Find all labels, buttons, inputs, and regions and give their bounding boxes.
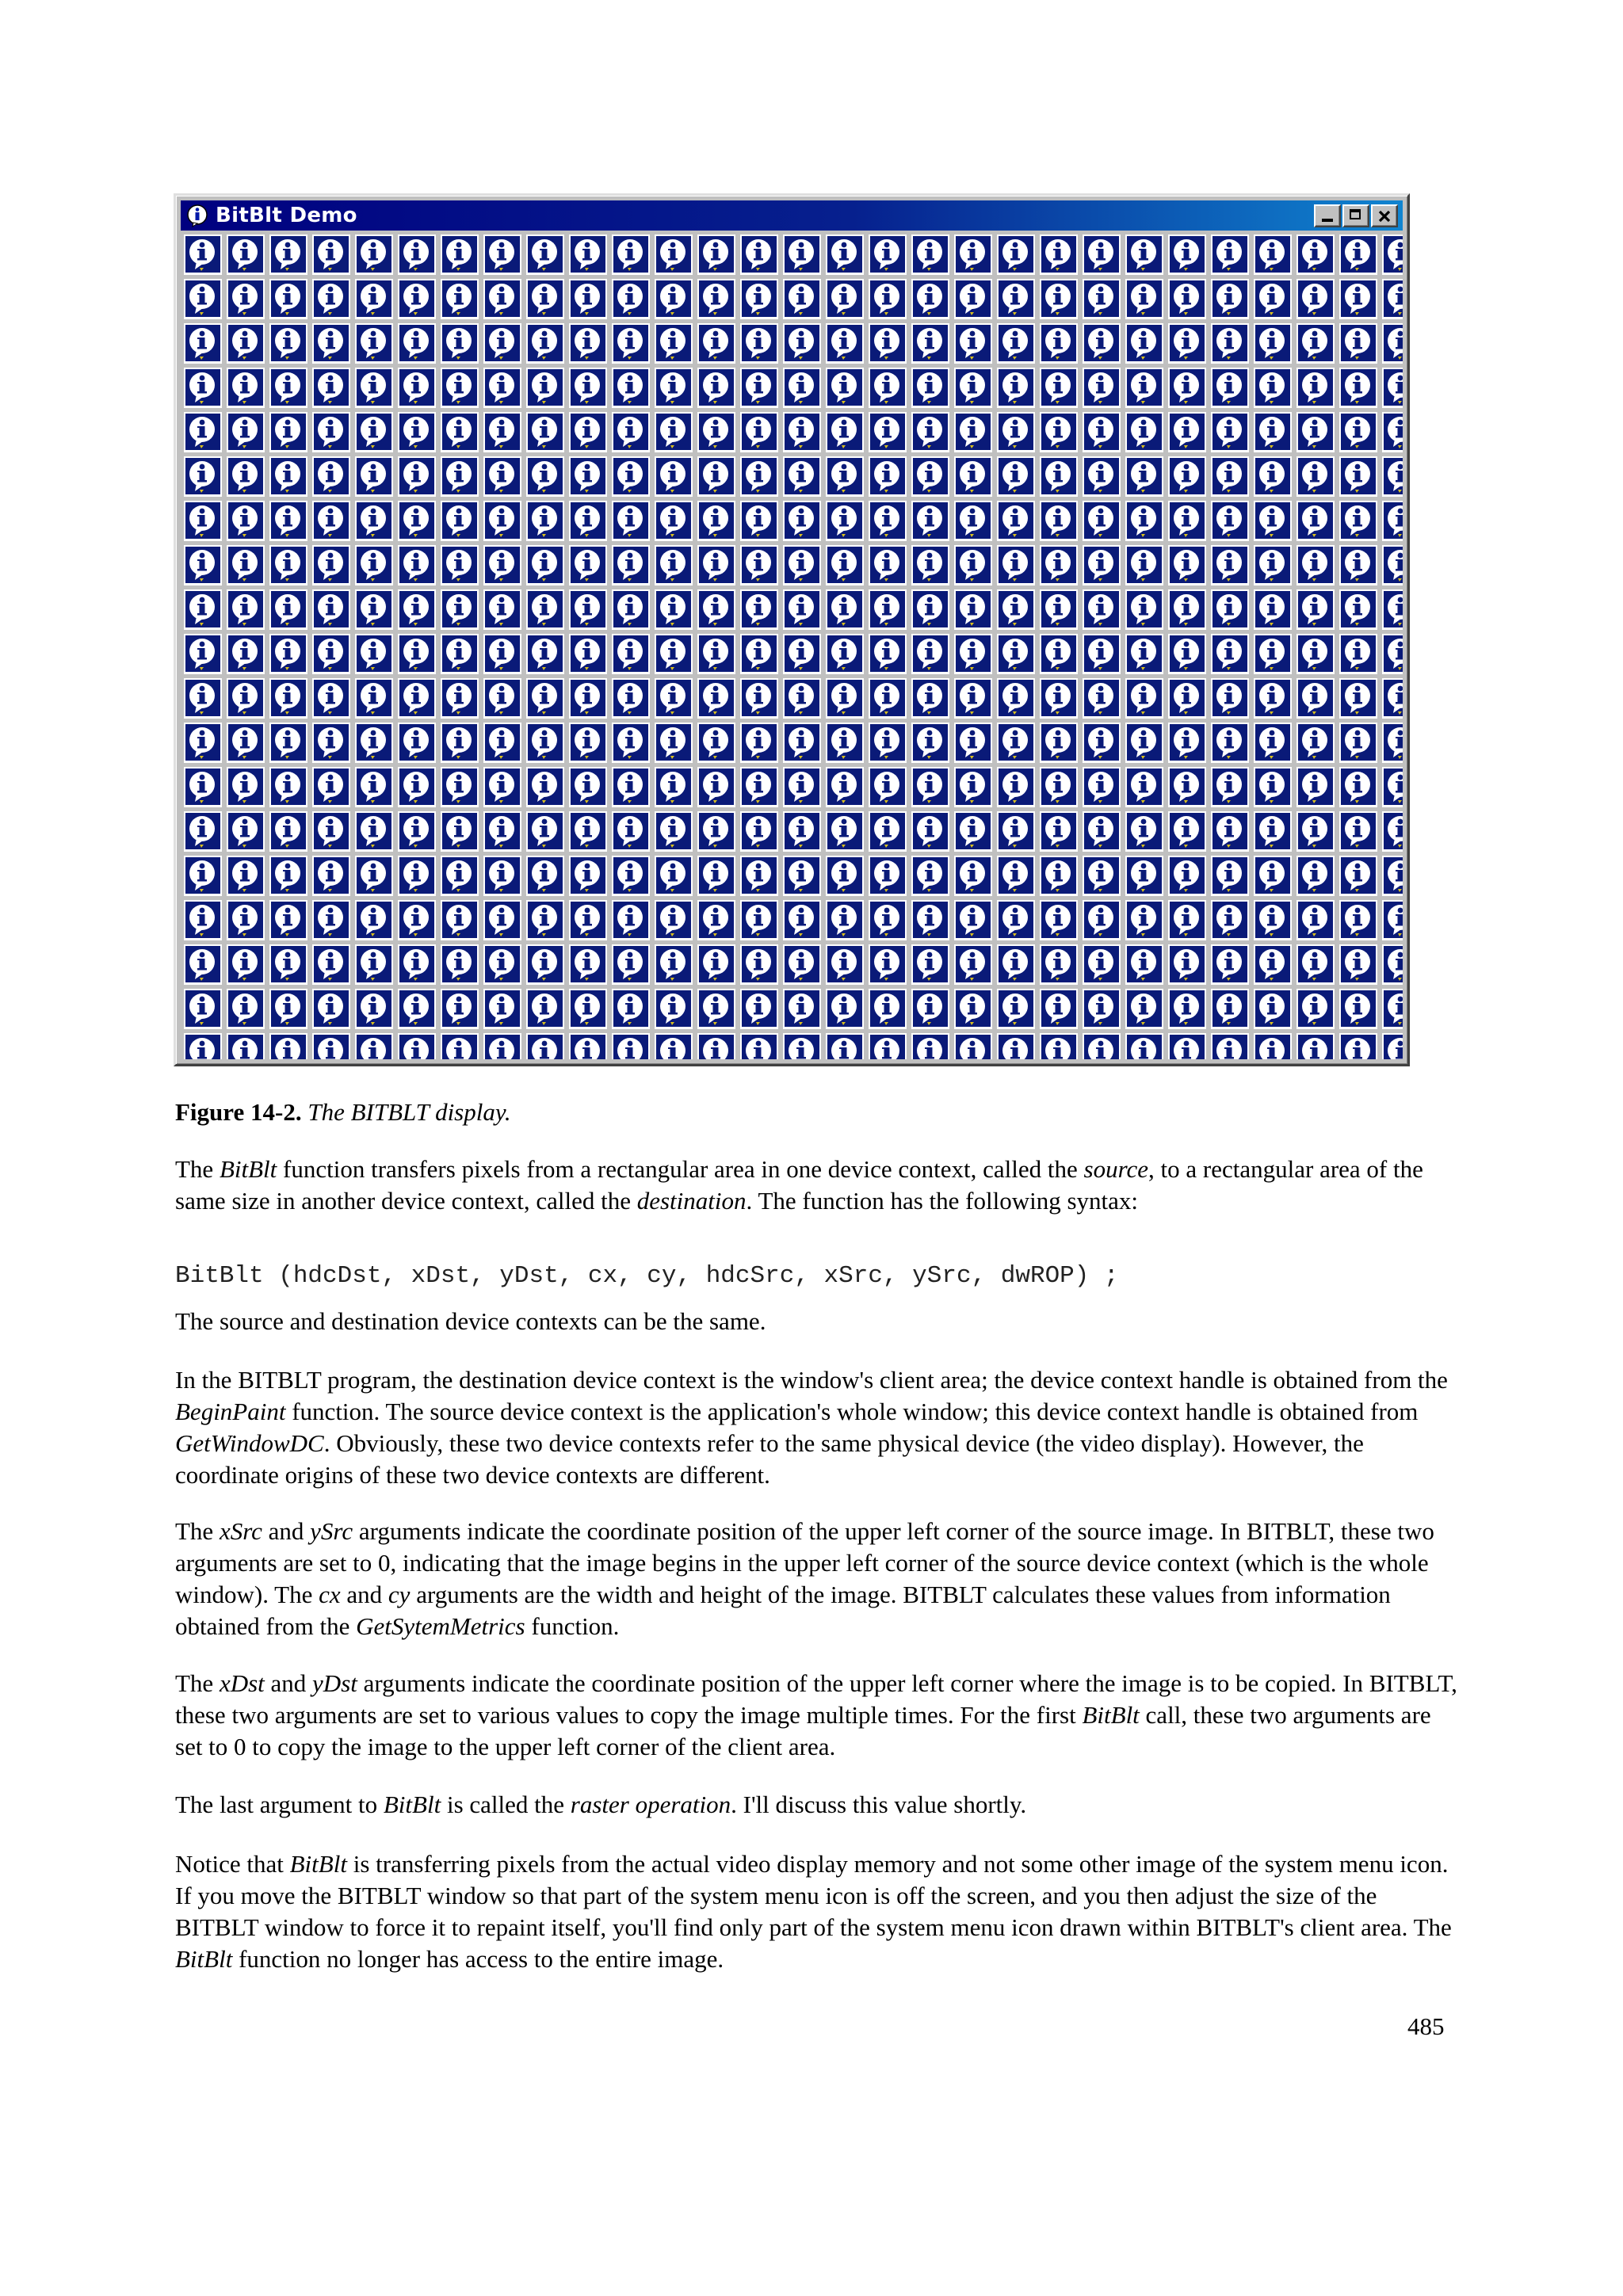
code-syntax: BitBlt (hdcDst, xDst, yDst, cx, cy, hdcSrc, xSrc, ySrc, dwROP) ;: [175, 1262, 1119, 1290]
paragraph-1: The BitBlt function transfers pixels from a rectangular area in one device context, called the source, to a rectangular area of the same size in another device context, called the destination. The function has the following syntax:: [175, 1155, 1423, 1215]
figure-caption-text: The BITBLT display.: [307, 1098, 511, 1126]
page-number: 485: [1407, 2012, 1445, 2040]
client-area: [181, 232, 1403, 1059]
figure-caption: [175, 1097, 1459, 1128]
paragraph-4: The xSrc and ySrc arguments indicate the coordinate position of the upper left corner of the source image. In BITBLT, these two arguments are set to 0, indicating that the image begins in the upper left corner of the source device context (which is the whole window). The cx and cy arguments are the width and height of the image. BITBLT calculates these values from information obtained from the GetSytemMetrics function.: [175, 1517, 1434, 1640]
paragraph-7: Notice that BitBlt is transferring pixels from the actual video display memory and not some other image of the system menu icon. If you move the BITBLT window so that part of the system menu icon is off the screen, and you then adjust the size of the BITBLT window to force it to repaint itself, you'll find only part of the system menu icon drawn within BITBLT's client area. The BitBlt function no longer has access to the entire image.: [175, 1850, 1452, 1973]
bitblt-demo-window: [174, 193, 1410, 1066]
paragraph-2: The source and destination device contexts can be the same.: [175, 1307, 766, 1335]
close-icon: [1378, 210, 1391, 223]
maximize-button[interactable]: [1342, 204, 1369, 227]
paragraph-6: The last argument to BitBlt is called the raster operation. I'll discuss this value shortly.: [175, 1791, 1027, 1818]
figure-label: Figure 14-2.: [175, 1098, 302, 1126]
close-button[interactable]: [1371, 204, 1398, 227]
paragraph-3: In the BITBLT program, the destination device context is the window's client area; the device context handle is obtained from the BeginPaint function. The source device context is the application's whole window; this device context handle is obtained from GetWindowDC. Obviously, these two device contexts refer to the same physical device (the video display). However, the coordinate origins of these two device contexts are different.: [175, 1366, 1448, 1489]
tiled-icon-grid: [181, 232, 1403, 1059]
minimize-button[interactable]: [1314, 204, 1341, 227]
title-bar[interactable]: [181, 200, 1403, 231]
window-title: BitBlt Demo: [216, 204, 357, 227]
information-icon[interactable]: [185, 204, 209, 227]
caption-buttons: [1314, 204, 1398, 227]
paragraph-5: The xDst and yDst arguments indicate the coordinate position of the upper left corner where the image is to be copied. In BITBLT, these two arguments are set to various values to copy the image multiple times. For the first BitBlt call, these two arguments are set to 0 to copy the image to the upper left corner of the client area.: [175, 1669, 1457, 1760]
